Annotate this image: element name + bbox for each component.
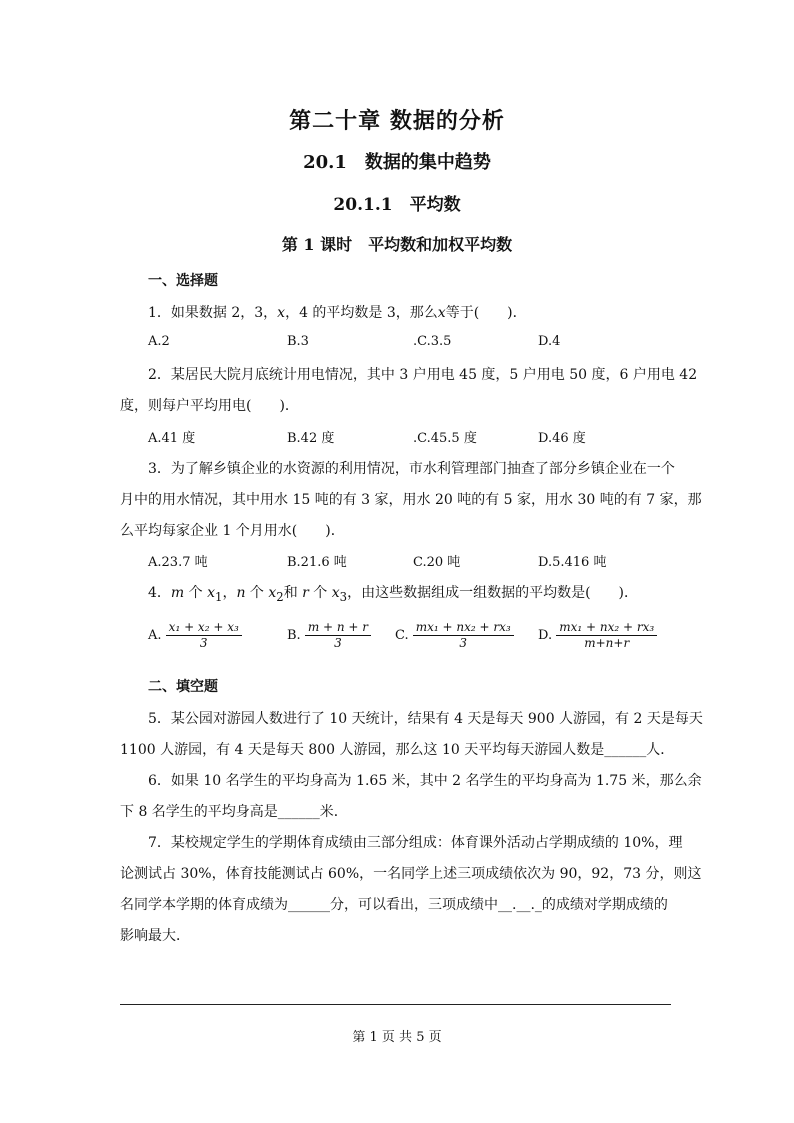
q2-option-a: A.41 度 [148,431,196,446]
subsection-title: 20.1.1 平均数 [333,195,461,215]
q4-ge-3: 个 [308,585,332,601]
question-5-line-2: 1100 人游园，有 4 天是每天 800 人游园，那么这 10 天平均每天游园人数是______人． [120,742,675,758]
section-heading-choice: 一、选择题 [148,273,218,289]
q1-text-a: 1．如果数据 2，3， [148,305,278,321]
q4-option-c-fraction [413,620,514,651]
lesson-title: 第 1 课时 平均数和加权平均数 [281,235,513,254]
q2-option-b: B.42 度 [287,431,335,446]
fraction-denominator: 3 [334,636,342,650]
question-7-line-2: 论测试占 30%，体育技能测试占 60%，一名同学上述三项成绩依次为 90，92，73 分，则这 [120,866,702,882]
q4-var-x3: x [331,585,340,601]
q4-sub-1: 1 [215,589,223,604]
q4-var-m: m [170,585,185,601]
q4-var-n: n [236,585,246,601]
q4-option-d-fraction [556,620,657,651]
fraction-numerator: mx₁ + nx₂ + rx₃ [413,620,514,636]
question-3-line-2: 月中的用水情况，其中用水 15 吨的有 3 家，用水 20 吨的有 5 家，用水 30 吨的有 7 家，那 [120,492,702,508]
q4-option-c [395,620,514,651]
question-7-line-1: 7．某校规定学生的学期体育成绩由三部分组成：体育课外活动占学期成绩的 10%，理 [148,835,683,851]
q4-var-r: r [302,585,309,601]
q4-ge-2: 个 [245,585,269,601]
question-5-line-1: 5．某公园对游园人数进行了 10 天统计，结果有 4 天是每天 900 人游园，有 2 天是每天 [148,711,703,727]
section-heading-fill: 二、填空题 [148,679,218,695]
question-2-line-2: 度，则每户平均用电( )． [120,398,299,414]
fraction-denominator: 3 [459,636,468,650]
q4-num: 4． [148,585,171,601]
footer-divider [120,1004,671,1005]
page-footer: 第 1 页 共 5 页 [352,1030,442,1045]
q1-var-x2: x [437,305,446,321]
chapter-title: 第二十章 数据的分析 [289,108,505,134]
q4-ge-1: 个 [184,585,208,601]
question-1 [148,302,527,322]
q2-option-c: .C.45.5 度 [413,431,477,446]
q1-option-d: D.4 [538,334,561,349]
question-3-line-3: 么平均每家企业 1 个月用水( )． [120,523,345,539]
question-7-line-3: 名同学本学期的体育成绩为______分，可以看出，三项成绩中__.__._的成绩对学期成绩的 [120,897,668,913]
q4-option-d-label: D. [538,628,553,643]
q1-text-b: ，4 的平均数是 3，那么 [285,305,438,321]
q4-option-b-fraction [305,620,371,651]
q1-var-x: x [277,305,286,321]
q4-sub-2: 2 [276,589,284,604]
q4-he: 和 [283,585,303,601]
question-2-line-1: 2．某居民大院月底统计用电情况，其中 3 户用电 45 度，5 户用电 50 度，6 户用电 42 [148,367,698,383]
q3-option-a: A.23.7 吨 [148,555,208,570]
q2-option-d: D.46 度 [538,431,586,446]
fraction-numerator: x₁ + x₂ + x₃ [166,620,242,636]
fraction-numerator: m + n + r [305,620,371,636]
q4-tail: ，由这些数据组成一组数据的平均数是( )． [347,585,639,601]
q4-option-b-label: B. [287,628,301,643]
fraction-denominator: 3 [199,636,208,650]
section-title: 20.1 数据的集中趋势 [303,152,491,173]
q3-option-d: D.5.416 吨 [538,555,607,570]
q1-option-c: .C.3.5 [413,334,452,349]
q4-var-x2: x [268,585,277,601]
q1-option-a: A.2 [148,334,170,349]
question-3-line-1: 3．为了解乡镇企业的水资源的利用情况，市水利管理部门抽查了部分乡镇企业在一个 [148,461,675,477]
q4-option-a-label: A. [148,628,162,643]
q4-option-a [148,620,242,651]
q4-sub-3: 3 [339,589,348,604]
q1-text-c: 等于( )． [445,305,527,321]
q3-option-c: C.20 吨 [413,555,461,570]
question-4: 4．m 个 $x_1$，n 个 $x_2$和 r 个 $x_3$，由这些数据组成一组数据的平均数是( )． [148,585,639,604]
question-7-line-4: 影响最大． [120,928,190,944]
q4-option-a-fraction [166,620,242,651]
question-6-line-1: 6．如果 10 名学生的平均身高为 1.65 米，其中 2 名学生的平均身高为 1.75 米，那么余 [148,773,702,789]
q4-option-c-label: C. [395,628,409,643]
q4-var-x1: x [207,585,216,601]
q4-option-b [287,620,371,651]
q1-option-b: B.3 [287,334,309,349]
q4-option-d [538,620,657,651]
q3-option-b: B.21.6 吨 [287,555,347,570]
question-6-line-2: 下 8 名学生的平均身高是______米． [120,804,348,820]
fraction-denominator: m+n+r [584,636,630,650]
fraction-numerator: mx₁ + nx₂ + rx₃ [556,620,657,636]
